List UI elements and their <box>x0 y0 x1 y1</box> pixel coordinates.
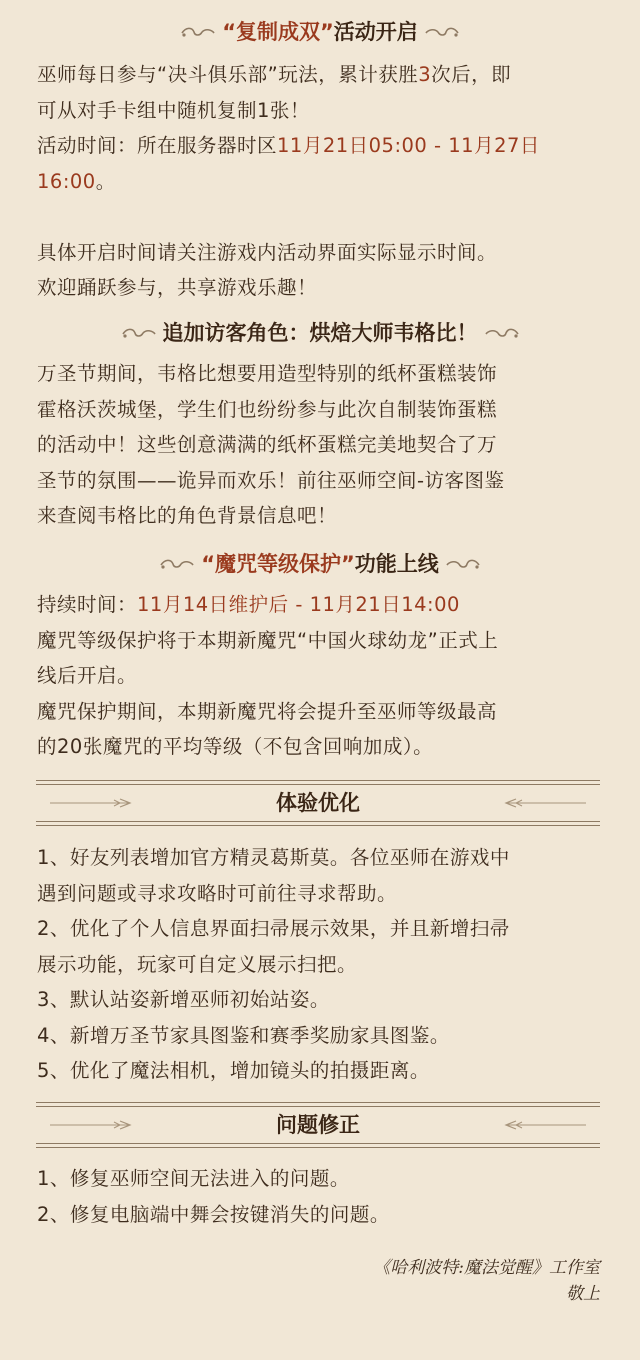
text-line <box>37 93 607 129</box>
section-title-red: “复制成双” <box>222 20 334 44</box>
body-text: 持续时间： <box>37 593 138 616</box>
section-title-text: 功能上线 <box>354 552 439 576</box>
list-item: 1、好友列表增加官方精灵葛斯莫。各位巫师在游戏中 <box>37 846 510 869</box>
text-line <box>37 694 607 730</box>
body-text: 。 <box>95 169 116 193</box>
body-text: 圣节的氛围——诡异而欢乐！前往巫师空间-访客图鉴 <box>37 468 505 492</box>
signature-closing: 敬上 <box>566 1284 600 1304</box>
text-line <box>37 128 607 164</box>
section-body-visitor <box>37 356 607 534</box>
list-item: 5、优化了魔法相机，增加镜头的拍摄距离。 <box>37 1059 430 1082</box>
list-item: 遇到问题或寻求攻略时可前往寻求帮助。 <box>37 881 398 905</box>
highlight-text: 3 <box>418 63 432 86</box>
list-item: 展示功能，玩家可自定义展示扫把。 <box>37 952 358 976</box>
text-line <box>37 235 607 271</box>
section-bar-experience <box>36 780 600 826</box>
text-line <box>37 427 607 463</box>
section-title-text: 追加访客角色：烘焙大师韦格比！ <box>162 321 478 345</box>
section-title-spell-protection <box>0 548 640 580</box>
swirl-ornament-icon <box>180 26 216 40</box>
section-body-copy-event <box>37 57 607 306</box>
swirl-ornament-icon <box>121 327 157 341</box>
list-item: 2、优化了个人信息界面扫帚展示效果，并且新增扫帚 <box>37 917 510 940</box>
experience-list <box>37 840 607 1089</box>
body-text: 可从对手卡组中随机复制1张！ <box>37 98 310 122</box>
text-line <box>37 729 607 765</box>
body-text: 次后，即 <box>431 63 512 86</box>
body-text: 来查阅韦格比的角色背景信息吧！ <box>37 504 338 527</box>
signature <box>373 1255 600 1307</box>
highlight-text: 11月14日维护后 - 11月21日14:00 <box>137 593 460 616</box>
section-title-red: “魔咒等级保护” <box>201 552 355 576</box>
divider <box>36 821 600 826</box>
body-text: 欢迎踊跃参与，共享游戏乐趣！ <box>37 276 318 299</box>
list-item: 1、修复巫师空间无法进入的问题。 <box>37 1167 350 1190</box>
body-text: 活动时间：所在服务器时区 <box>37 134 278 157</box>
body-text: 巫师每日参与“决斗俱乐部”玩法，累计获胜 <box>37 63 419 86</box>
section-heading: 体验优化 <box>276 791 360 815</box>
signature-studio: 《哈利波特:魔法觉醒》工作室 <box>373 1258 600 1278</box>
body-text: 的20张魔咒的平均等级（不包含回响加成）。 <box>37 735 434 758</box>
section-body-spell-protection <box>37 587 607 765</box>
section-title-text: 活动开启 <box>333 20 418 44</box>
section-heading: 问题修正 <box>276 1113 360 1137</box>
highlight-text: 11月21日05:00 - 11月27日 <box>277 134 540 157</box>
swirl-ornament-icon <box>159 558 195 572</box>
fixes-list <box>37 1161 607 1232</box>
body-text: 魔咒等级保护将于本期新魔咒“中国火球幼龙”正式上 <box>37 628 499 652</box>
arrow-ornament-icon <box>502 796 586 810</box>
text-line <box>37 199 607 235</box>
body-text: 魔咒保护期间，本期新魔咒将会提升至巫师等级最高 <box>37 699 498 723</box>
text-line <box>37 498 607 534</box>
body-text: 线后开启。 <box>37 664 138 687</box>
highlight-text: 16:00 <box>37 169 96 193</box>
swirl-ornament-icon <box>484 327 520 341</box>
body-text: 霍格沃茨城堡，学生们也纷纷参与此次自制装饰蛋糕 <box>37 397 498 421</box>
arrow-ornament-icon <box>502 1118 586 1132</box>
section-title-visitor <box>0 317 640 349</box>
section-title-copy-event <box>0 16 640 48</box>
body-text: 的活动中！这些创意满满的纸杯蛋糕完美地契合了万 <box>37 433 498 456</box>
swirl-ornament-icon <box>445 558 481 572</box>
text-line <box>37 392 607 428</box>
list-item: 2、修复电脑端中舞会按键消失的问题。 <box>37 1202 390 1226</box>
text-line <box>37 463 607 499</box>
section-bar-fixes <box>36 1102 600 1148</box>
swirl-ornament-icon <box>424 26 460 40</box>
body-text: 具体开启时间请关注游戏内活动界面实际显示时间。 <box>37 240 498 264</box>
text-line <box>37 270 607 306</box>
body-text: 万圣节期间，韦格比想要用造型特别的纸杯蛋糕装饰 <box>37 362 498 385</box>
text-line <box>37 356 607 392</box>
divider <box>36 1143 600 1148</box>
text-line <box>37 57 607 93</box>
list-item: 3、默认站姿新增巫师初始站姿。 <box>37 988 330 1011</box>
text-line <box>37 164 607 200</box>
text-line <box>37 587 607 623</box>
text-line <box>37 658 607 694</box>
list-item: 4、新增万圣节家具图鉴和赛季奖励家具图鉴。 <box>37 1023 450 1047</box>
text-line <box>37 623 607 659</box>
